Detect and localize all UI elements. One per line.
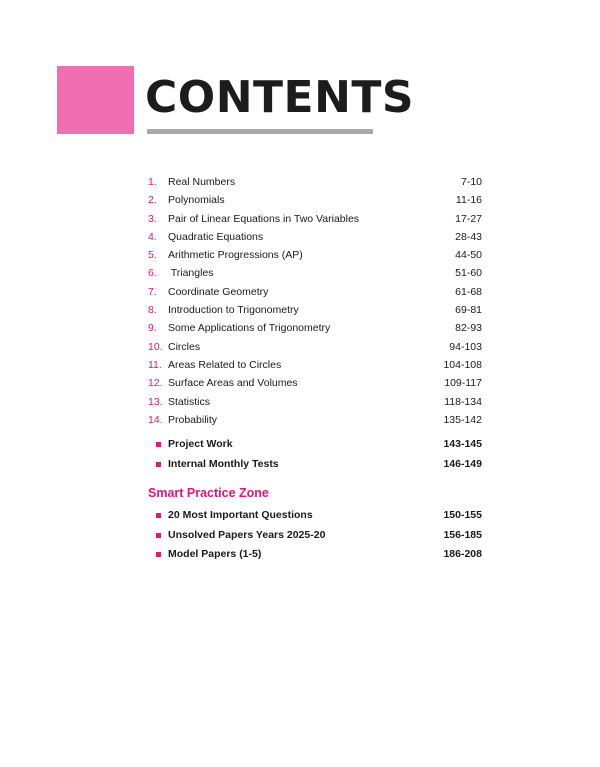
toc-row[interactable] xyxy=(148,393,482,411)
page-range: 150-155 xyxy=(443,509,482,521)
toc-row[interactable] xyxy=(148,246,482,264)
chapter-title: Areas Related to Circles xyxy=(168,358,282,371)
toc-row[interactable] xyxy=(148,173,482,191)
toc-row[interactable] xyxy=(148,319,482,337)
toc-bullet-row[interactable] xyxy=(148,545,482,565)
section-heading: Smart Practice Zone xyxy=(148,486,269,500)
page-range: 146-149 xyxy=(443,457,482,470)
entry-title: Model Papers (1-5) xyxy=(168,548,262,560)
toc-row[interactable] xyxy=(148,191,482,209)
chapter-title: Pair of Linear Equations in Two Variables xyxy=(168,212,360,225)
chapter-number: 11. xyxy=(148,358,162,371)
page-range: 61-68 xyxy=(455,285,482,298)
page-range: 7-10 xyxy=(460,176,482,188)
chapter-number: 14. xyxy=(148,413,163,426)
toc-row[interactable] xyxy=(148,210,482,228)
chapter-title: Statistics xyxy=(168,395,211,408)
header-accent-block xyxy=(57,66,134,134)
chapter-number: 12. xyxy=(148,377,163,390)
page-range: 104-108 xyxy=(443,358,482,371)
page-range: 135-142 xyxy=(443,413,482,426)
square-bullet-icon xyxy=(156,462,161,467)
page-range: 51-60 xyxy=(455,267,482,280)
extras-list xyxy=(148,435,482,474)
toc-row[interactable] xyxy=(148,301,482,319)
chapter-number: 4. xyxy=(148,230,157,243)
toc-row[interactable] xyxy=(148,374,482,392)
chapter-number: 9. xyxy=(148,322,157,335)
chapter-title: Probability xyxy=(168,413,218,426)
chapter-number: 5. xyxy=(148,249,157,262)
chapter-number: 3. xyxy=(148,212,157,225)
chapter-title: Surface Areas and Volumes xyxy=(168,377,298,390)
chapter-number: 10. xyxy=(148,340,163,353)
entry-title: Unsolved Papers Years 2025-20 xyxy=(168,528,326,541)
chapter-title: Coordinate Geometry xyxy=(168,285,269,298)
chapter-number: 7. xyxy=(148,285,157,298)
chapter-number: 6. xyxy=(148,267,157,280)
page-range: 82-93 xyxy=(455,322,482,335)
chapter-title: Quadratic Equations xyxy=(168,230,264,243)
page-range: 186-208 xyxy=(443,548,482,560)
square-bullet-icon xyxy=(156,552,161,557)
square-bullet-icon xyxy=(156,442,161,447)
chapter-title: Some Applications of Trigonometry xyxy=(168,322,331,335)
chapter-title: Polynomials xyxy=(168,194,225,207)
page-range: 118-134 xyxy=(444,395,482,408)
title-underline xyxy=(147,129,373,134)
smart-practice-list xyxy=(148,506,482,565)
page-range: 94-103 xyxy=(449,340,482,353)
square-bullet-icon xyxy=(156,513,161,518)
chapter-list xyxy=(148,173,482,429)
entry-title: Project Work xyxy=(168,438,233,450)
toc-bullet-row[interactable] xyxy=(148,435,482,455)
chapter-number: 1. xyxy=(148,176,157,188)
entry-title: 20 Most Important Questions xyxy=(168,509,313,521)
page-range: 44-50 xyxy=(455,249,482,262)
chapter-title: Introduction to Trigonometry xyxy=(168,304,299,317)
square-bullet-icon xyxy=(156,533,161,538)
chapter-title: Circles xyxy=(168,340,201,353)
page-range: 109-117 xyxy=(444,377,482,390)
toc-row[interactable] xyxy=(148,356,482,374)
toc-row[interactable] xyxy=(148,264,482,282)
page-range: 143-145 xyxy=(443,438,482,450)
chapter-title: Triangles xyxy=(168,267,214,280)
toc-row[interactable] xyxy=(148,283,482,301)
chapter-number: 8. xyxy=(148,304,157,317)
chapter-title: Arithmetic Progressions (AP) xyxy=(168,249,303,262)
toc-bullet-row[interactable] xyxy=(148,526,482,546)
page-range: 156-185 xyxy=(443,528,482,541)
page-title: CONTENTS xyxy=(145,72,415,123)
chapter-title: Real Numbers xyxy=(168,176,236,188)
toc-bullet-row[interactable] xyxy=(148,455,482,475)
toc-row[interactable] xyxy=(148,228,482,246)
chapter-number: 2. xyxy=(148,194,157,207)
toc-row[interactable] xyxy=(148,411,482,429)
toc-row[interactable] xyxy=(148,338,482,356)
entry-title: Internal Monthly Tests xyxy=(168,457,279,470)
page-range: 69-81 xyxy=(455,304,482,317)
page-range: 28-43 xyxy=(455,230,482,243)
page-range: 11-16 xyxy=(455,194,482,207)
page-range: 17-27 xyxy=(455,212,482,225)
toc-bullet-row[interactable] xyxy=(148,506,482,526)
chapter-number: 13. xyxy=(148,395,163,408)
